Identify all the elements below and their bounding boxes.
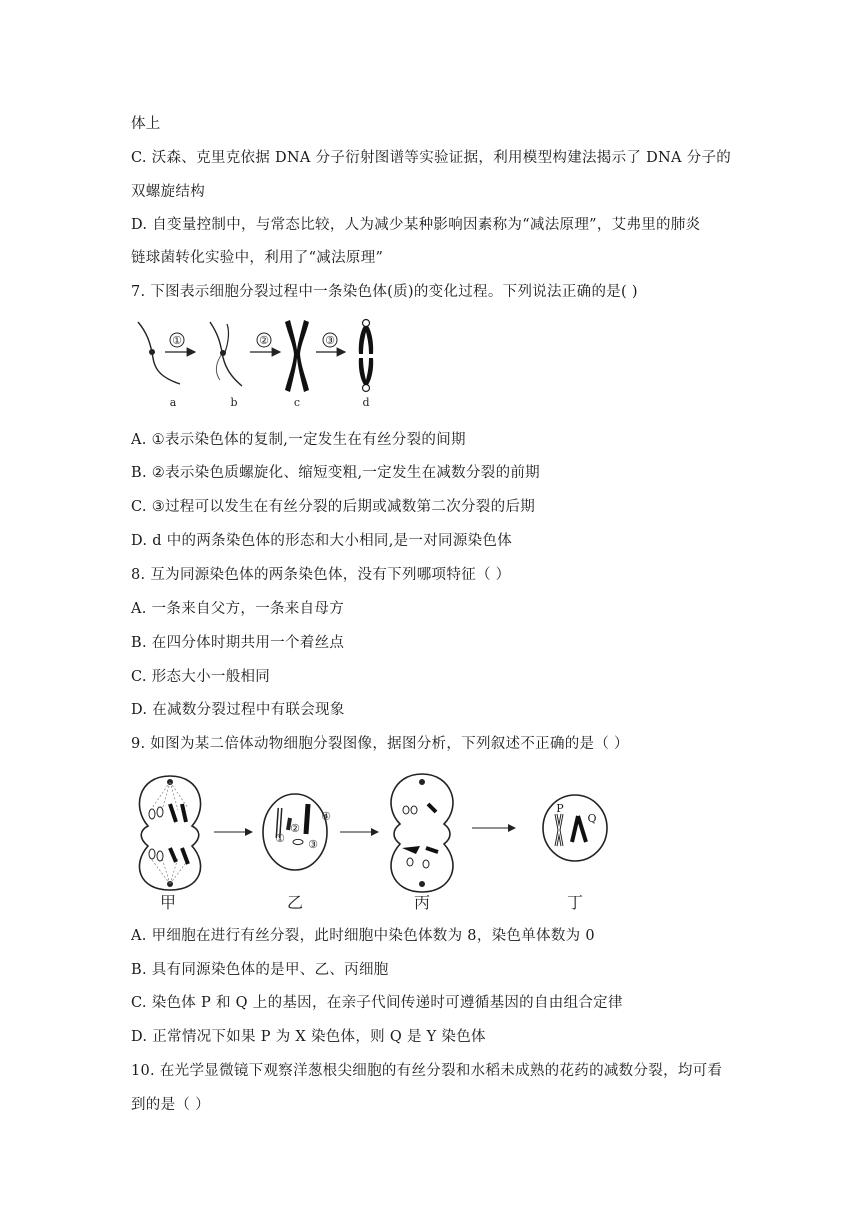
label-ding: 丁 [566, 893, 584, 912]
mark-3: ③ [308, 838, 318, 851]
chromatin-a [138, 322, 180, 384]
question-10: 10. 在光学显微镜下观察洋葱根尖细胞的有丝分裂和水稻未成熟的花药的减数分裂，均可看 [131, 1063, 723, 1079]
figure-cell-division [130, 768, 620, 913]
mark-q: Q [587, 812, 597, 825]
label-bing: 丙 [413, 893, 431, 912]
text-line-1: 体上 [131, 116, 161, 132]
label-jia: 甲 [159, 893, 177, 912]
option-7c: C. ③过程可以发生在有丝分裂的后期或减数第二次分裂的后期 [131, 499, 535, 515]
label-b: b [230, 396, 238, 409]
option-9a: A. 甲细胞在进行有丝分裂，此时细胞中染色体数为 8，染色单体数为 0 [131, 928, 595, 944]
option-7a: A. ①表示染色体的复制,一定发生在有丝分裂的间期 [131, 432, 466, 448]
chromosomes-d [359, 320, 373, 392]
option-7b: B. ②表示染色质螺旋化、缩短变粗,一定发生在减数分裂的前期 [131, 465, 540, 481]
text-line-2: C. 沃森、克里克依据 DNA 分子衍射图谱等实验证据，利用模型构建法揭示了 DNA 分子的 [131, 150, 732, 166]
step-label-1: ① [172, 334, 182, 347]
label-a: a [169, 396, 177, 409]
option-8c: C. 形态大小一般相同 [131, 669, 271, 685]
option-9b: B. 具有同源染色体的是甲、乙、丙细胞 [131, 962, 389, 978]
arrow-step-2 [250, 333, 280, 352]
question-8: 8. 互为同源染色体的两条染色体，没有下列哪项特征（ ） [131, 567, 511, 583]
figure-chromosome-changes [130, 314, 400, 414]
option-7d: D. d 中的两条染色体的形态和大小相同,是一对同源染色体 [131, 533, 513, 549]
text-line-5: 链球菌转化实验中，利用了“减法原理” [131, 250, 384, 266]
option-8b: B. 在四分体时期共用一个着丝点 [131, 635, 345, 651]
question-9: 9. 如图为某二倍体动物细胞分裂图像，据图分析，下列叙述不正确的是（ ） [131, 736, 629, 752]
chromosome-c [285, 320, 309, 392]
label-yi: 乙 [286, 893, 304, 912]
text-line-3: 双螺旋结构 [131, 184, 205, 200]
option-8d: D. 在减数分裂过程中有联会现象 [131, 702, 345, 718]
cell-ding [543, 795, 607, 861]
cell-yi [263, 794, 331, 870]
mark-1: ① [275, 832, 285, 845]
cell-jia [139, 776, 200, 890]
arrow-step-1 [165, 333, 195, 352]
option-9d: D. 正常情况下如果 P 为 X 染色体，则 Q 是 Y 染色体 [131, 1029, 486, 1045]
step-label-2: ② [259, 334, 269, 347]
cell-bing [391, 774, 453, 892]
label-c: c [293, 396, 301, 409]
chromatin-b [210, 322, 242, 386]
mark-p: P [556, 802, 564, 815]
option-9c: C. 染色体 P 和 Q 上的基因，在亲子代间传递时可遵循基因的自由组合定律 [131, 995, 623, 1011]
option-8a: A. 一条来自父方，一条来自母方 [131, 601, 344, 617]
question-10-continued: 到的是（ ） [131, 1097, 210, 1113]
question-7: 7. 下图表示细胞分裂过程中一条染色体(质)的变化过程。下列说法正确的是( ) [131, 284, 638, 300]
mark-2: ② [290, 822, 300, 835]
mark-4: ④ [321, 810, 331, 823]
text-line-4: D. 自变量控制中，与常态比较，人为减少某种影响因素称为“减法原理”，艾弗里的肺炎 [131, 217, 701, 233]
step-label-3: ③ [325, 334, 335, 347]
label-d: d [362, 396, 370, 409]
arrow-step-3 [316, 333, 345, 352]
